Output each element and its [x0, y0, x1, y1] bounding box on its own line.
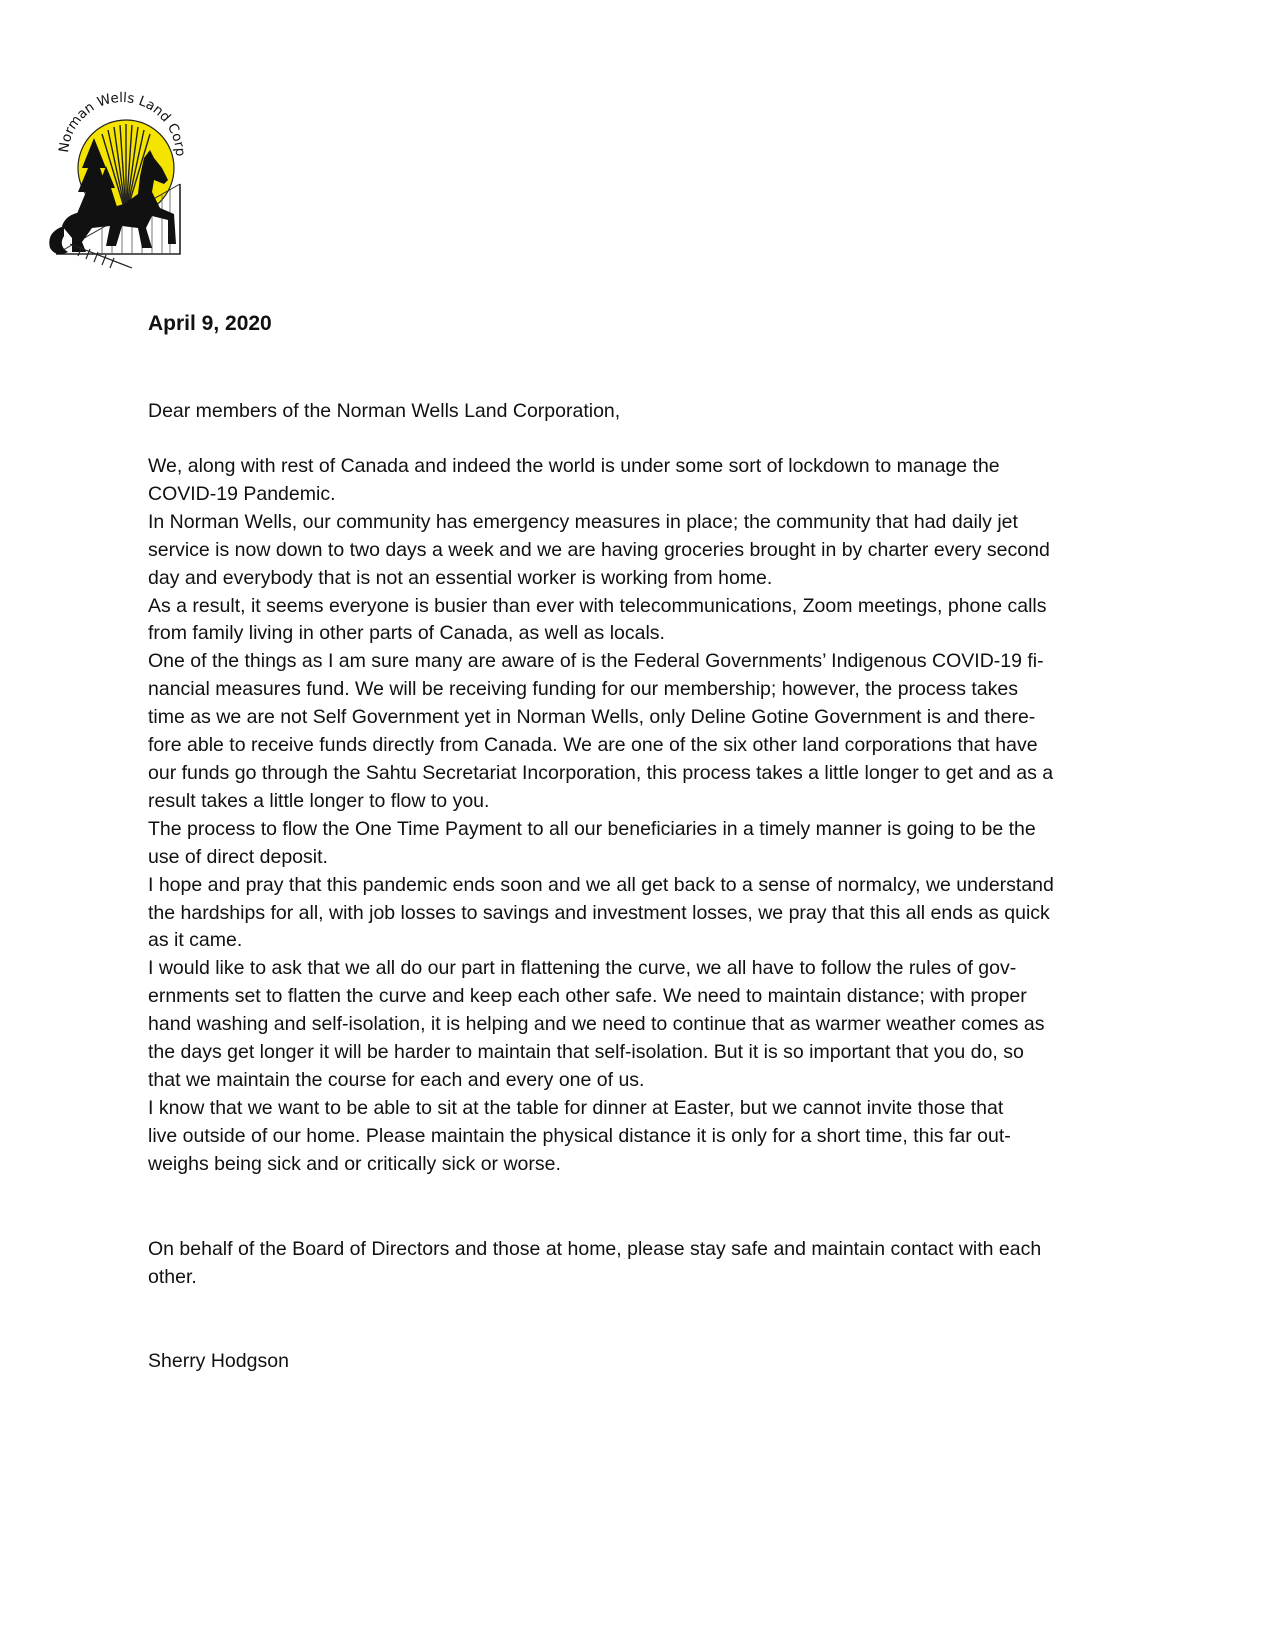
closing-line: other.: [148, 1265, 197, 1288]
body-line: from family living in other parts of Canada, as well as locals.: [148, 622, 665, 645]
logo-emblem-icon: [42, 76, 192, 286]
body-line: result takes a little longer to flow to you.: [148, 789, 490, 812]
logo-lettering: Norman Wells Land Corp: [55, 89, 189, 157]
body-line: use of direct deposit.: [148, 845, 328, 868]
body-line: day and everybody that is not an essential worker is working from home.: [148, 566, 773, 589]
body-line: fore able to receive funds directly from Canada. We are one of the six other land corporations that have: [148, 734, 1038, 757]
body-line: our funds go through the Sahtu Secretariat Incorporation, this process takes a little longer to get and as a: [148, 761, 1054, 784]
body-line: I would like to ask that we all do our part in flattening the curve, we all have to follow the rules of gov-: [148, 957, 1017, 980]
letter-date: April 9, 2020: [148, 312, 272, 335]
letter-salutation: Dear members of the Norman Wells Land Corporation,: [148, 400, 621, 422]
body-line: the hardships for all, with job losses to savings and investment losses, we pray that this all ends as quick: [148, 901, 1050, 924]
norman-wells-land-corp-logo: [42, 76, 192, 286]
body-line: In Norman Wells, our community has emergency measures in place; the community that had daily jet: [148, 510, 1018, 533]
body-line: One of the things as I am sure many are aware of is the Federal Governments’ Indigenous COVID-19 fi-: [148, 650, 1044, 673]
letter-signature: Sherry Hodgson: [148, 1350, 289, 1372]
body-line: hand washing and self-isolation, it is helping and we need to continue that as warmer weather comes as: [148, 1013, 1045, 1036]
body-line: We, along with rest of Canada and indeed the world is under some sort of lockdown to manage the: [148, 455, 1000, 477]
body-line: The process to flow the One Time Payment to all our beneficiaries in a timely manner is going to be the: [148, 817, 1036, 840]
letter-body: [148, 453, 1148, 1179]
body-line: time as we are not Self Government yet in Norman Wells, only Deline Gotine Government is and there-: [148, 706, 1036, 729]
closing-line: On behalf of the Board of Directors and those at home, please stay safe and maintain contact with each: [148, 1238, 1042, 1260]
body-line: COVID-19 Pandemic.: [148, 482, 336, 505]
body-line: that we maintain the course for each and every one of us.: [148, 1068, 645, 1091]
body-line: weighs being sick and or critically sick or worse.: [148, 1152, 561, 1175]
body-line: ernments set to flatten the curve and keep each other safe. We need to maintain distance; with proper: [148, 985, 1027, 1008]
body-line: As a result, it seems everyone is busier than ever with telecommunications, Zoom meetings, phone calls: [148, 594, 1047, 617]
body-line: I know that we want to be able to sit at the table for dinner at Easter, but we cannot invite those that: [148, 1096, 1004, 1119]
body-line: I hope and pray that this pandemic ends soon and we all get back to a sense of normalcy, we understand: [148, 873, 1054, 896]
body-line: live outside of our home. Please maintain the physical distance it is only for a short time, this far out-: [148, 1124, 1011, 1147]
body-line: as it came.: [148, 929, 243, 952]
body-line: the days get longer it will be harder to maintain that self-isolation. But it is so important that you do, so: [148, 1041, 1024, 1064]
letter-closing: [148, 1236, 1148, 1292]
body-line: service is now down to two days a week and we are having groceries brought in by charter every second: [148, 538, 1050, 561]
body-line: nancial measures fund. We will be receiving funding for our membership; however, the process takes: [148, 678, 1018, 701]
